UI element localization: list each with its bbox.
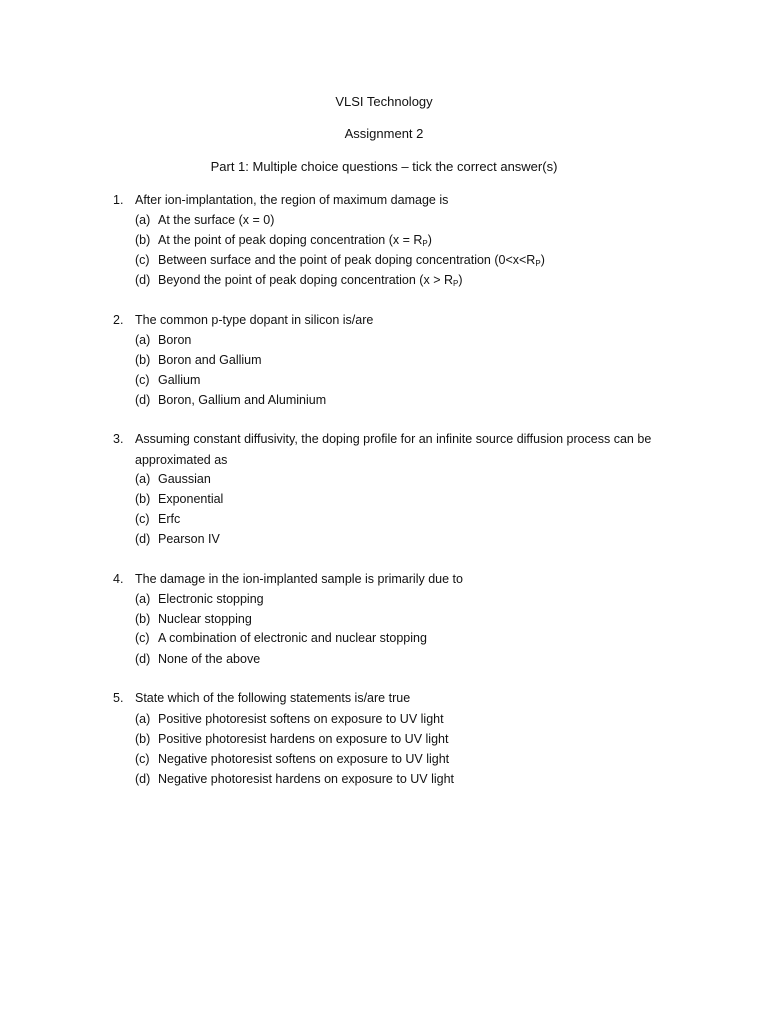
question-text: The common p-type dopant in silicon is/are bbox=[135, 313, 374, 327]
option-text: Nuclear stopping bbox=[158, 612, 252, 626]
option-text: At the surface (x = 0) bbox=[158, 213, 275, 227]
option-label: (d) bbox=[135, 393, 151, 407]
option-text: Negative photoresist hardens on exposure to UV light bbox=[158, 772, 455, 786]
option-text: Pearson IV bbox=[158, 532, 220, 546]
option-label: (d) bbox=[135, 273, 151, 287]
option-text: None of the above bbox=[158, 652, 261, 666]
option-text: Boron and Gallium bbox=[158, 353, 262, 367]
option-label: (a) bbox=[135, 472, 151, 486]
question-number: 1. bbox=[113, 193, 124, 207]
option-text: Exponential bbox=[158, 492, 224, 506]
option-text: Electronic stopping bbox=[158, 592, 264, 606]
question-number: 2. bbox=[113, 313, 124, 327]
option-label: (b) bbox=[135, 353, 151, 367]
option-text: Gaussian bbox=[158, 472, 211, 486]
option-text: Negative photoresist softens on exposure to UV light bbox=[158, 752, 450, 766]
option-label: (a) bbox=[135, 213, 151, 227]
option-label: (a) bbox=[135, 333, 151, 347]
option-text: Between surface and the point of peak doping concentration $(0<x<R_P)$ bbox=[158, 253, 545, 268]
option-label: (c) bbox=[135, 512, 150, 526]
option-label: (a) bbox=[135, 712, 151, 726]
option-label: (c) bbox=[135, 752, 150, 766]
option-text: A combination of electronic and nuclear stopping bbox=[158, 631, 427, 645]
subscript: P bbox=[422, 239, 428, 248]
document-title: VLSI Technology bbox=[335, 94, 433, 109]
option-label: (a) bbox=[135, 592, 151, 606]
option-text: Erfc bbox=[158, 512, 181, 526]
part-instruction: Part 1: Multiple choice questions – tick the correct answer(s) bbox=[210, 159, 558, 174]
option-text: Boron, Gallium and Aluminium bbox=[158, 393, 327, 407]
question-text-continued: approximated as bbox=[135, 453, 228, 467]
option-label: (b) bbox=[135, 612, 151, 626]
assignment-subtitle: Assignment 2 bbox=[344, 126, 424, 141]
option-label: (b) bbox=[135, 233, 151, 247]
question-text: After ion-implantation, the region of maximum damage is bbox=[135, 193, 449, 207]
option-text: Gallium bbox=[158, 373, 201, 387]
option-text: Positive photoresist hardens on exposure to UV light bbox=[158, 732, 449, 746]
question-text: The damage in the ion-implanted sample is primarily due to bbox=[135, 572, 463, 586]
option-label: (d) bbox=[135, 532, 151, 546]
subscript: P bbox=[453, 279, 459, 288]
option-label: (c) bbox=[135, 373, 150, 387]
subscript: P bbox=[535, 259, 541, 268]
option-label: (c) bbox=[135, 253, 150, 267]
option-label: (c) bbox=[135, 631, 150, 645]
option-label: (d) bbox=[135, 652, 151, 666]
option-label: (b) bbox=[135, 732, 151, 746]
question-text: State which of the following statements is/are true bbox=[135, 691, 411, 705]
question-number: 5. bbox=[113, 691, 124, 705]
question-number: 4. bbox=[113, 572, 124, 586]
option-text: At the point of peak doping concentration $(x = R_P)$ bbox=[158, 233, 432, 248]
option-label: (b) bbox=[135, 492, 151, 506]
option-label: (d) bbox=[135, 772, 151, 786]
option-text: Boron bbox=[158, 333, 192, 347]
option-text: Positive photoresist softens on exposure to UV light bbox=[158, 712, 444, 726]
option-text: Beyond the point of peak doping concentration $(x > R_P)$ bbox=[158, 273, 463, 288]
question-number: 3. bbox=[113, 432, 124, 446]
question-text: Assuming constant diffusivity, the doping profile for an infinite source diffusion process can be bbox=[135, 432, 652, 446]
